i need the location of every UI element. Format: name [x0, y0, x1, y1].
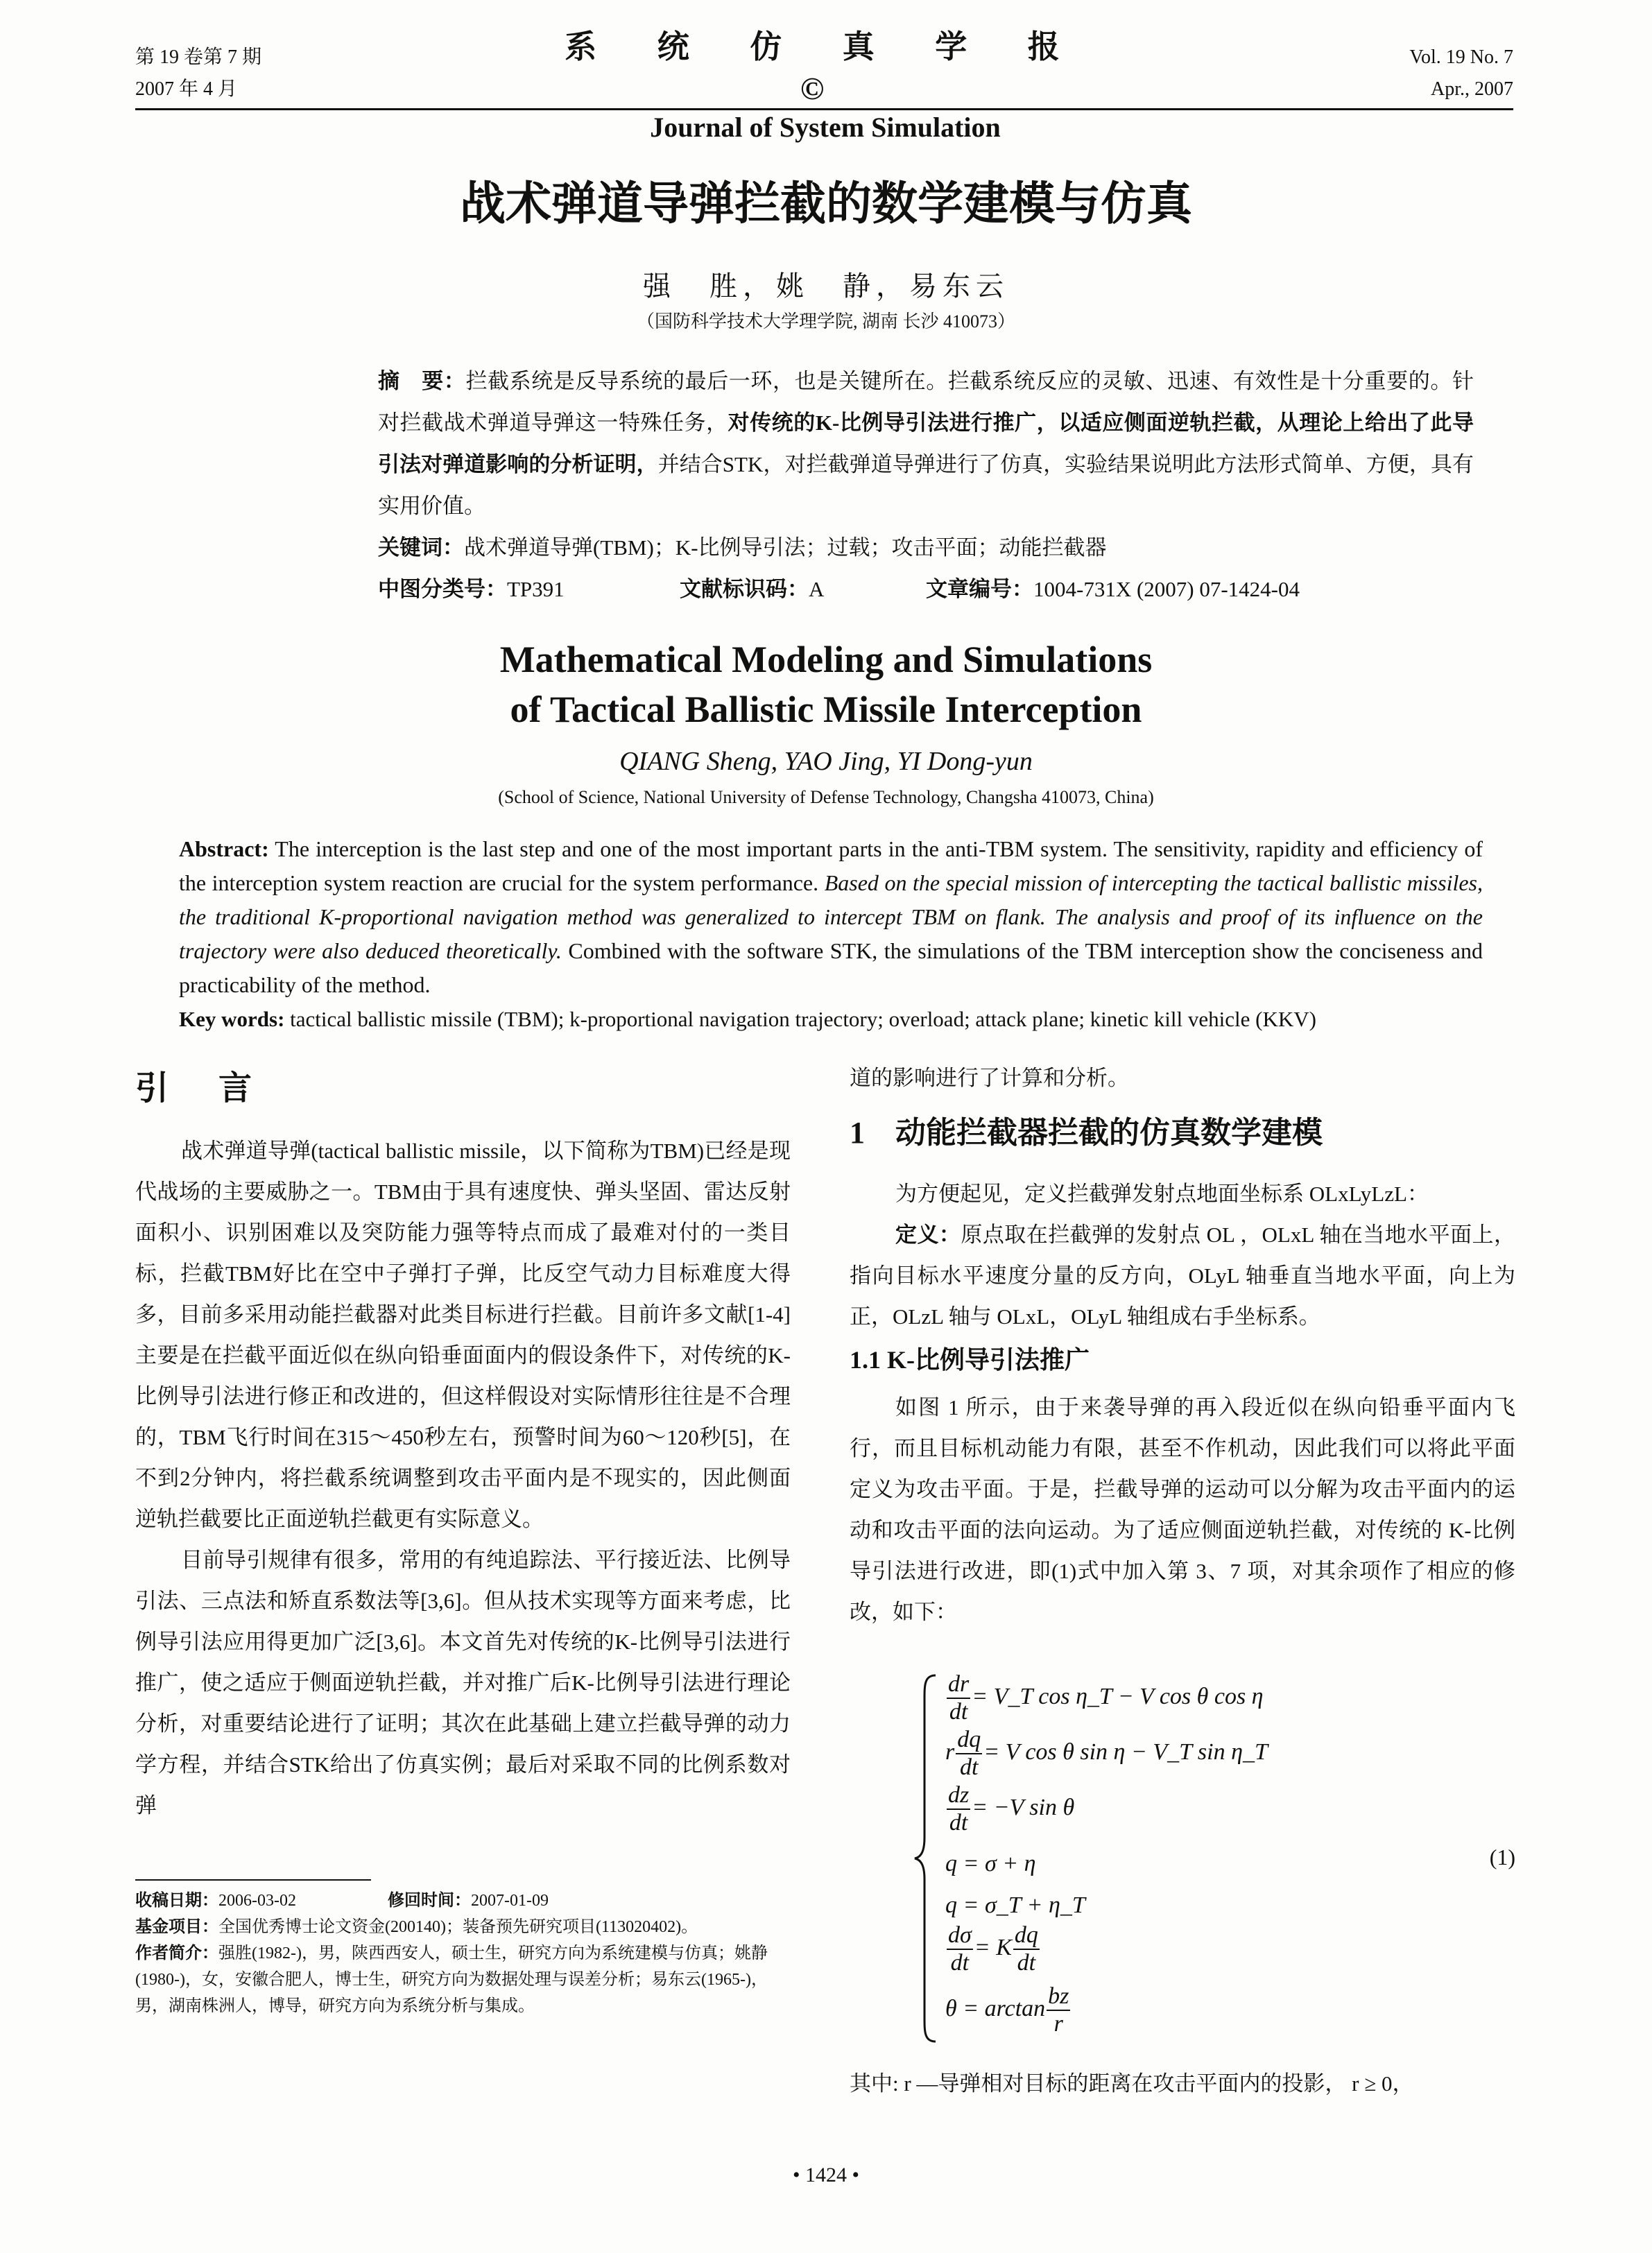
footnote-dates [135, 1888, 791, 1914]
header-date-en: Apr., 2007 [1431, 78, 1513, 100]
fraction-denominator: dt [949, 1699, 968, 1725]
equation-line-1 [945, 1671, 1264, 1725]
fraction [1047, 1983, 1070, 2037]
affiliation-en: (School of Science, National University of Defense Technology, Changsha 410073, China) [498, 787, 1154, 807]
equation-line-5: q = σ_T + η_T [945, 1892, 1085, 1918]
abstract-en-text-italic: Based on the special mission of intercepting the tactical ballistic missiles, the traditional K-proportional navigation method was generalized to intercept TBM on flank. The analysis and proof of its influence on the trajectory were also deduced theoretically. [179, 870, 1483, 963]
keywords-en-label: Key words: [179, 1007, 285, 1031]
footnote-funding [135, 1914, 791, 1940]
left-column [135, 1061, 791, 1826]
abstract-zh-text-b: 并结合STK，对拦截弹道导弹进行了仿真，实验结果说明此方法形式简单、方便，具有实用价值。 [378, 452, 1474, 518]
intro-paragraph-2: 目前导引规律有很多，常用的有纯追踪法、平行接近法、比例导引法、三点法和矫直系数法等[3,6]。但从技术实现等方面来考虑，比例导引法应用得更加广泛[3,6]。本文首先对传统的K-比例导引法进行推广，使之适应于侧面逆轨拦截，并对推广后K-比例导引法进行理论分析，对重要结论进行了证明；其次在此基础上建立拦截导弹的动力学方程，并结合STK给出了仿真实例；最后对采取不同的比例系数对弹 [135, 1548, 791, 1818]
section-1-heading: 1 动能拦截器拦截的仿真数学建模 [850, 1116, 1323, 1150]
definition-label: 定义： [895, 1223, 961, 1247]
abstract-zh-text-a: 拦截系统是反导系统的最后一环，也是关键所在。拦截系统反应的灵敏、迅速、有效性是十分重要的。针对拦截战术弹道导弹这一特殊任务， [378, 369, 1474, 435]
section-1-paragraph-1: 为方便起见，定义拦截弹发射点地面坐标系 OLxLyLzL： [895, 1182, 1429, 1206]
authors-en: QIANG Sheng, YAO Jing, YI Dong-yun [619, 747, 1033, 776]
funding-text: 全国优秀博士论文资金(200140)；装备预先研究项目(113020402)。 [218, 1918, 698, 1936]
funding-label: 基金项目： [135, 1918, 218, 1936]
equation-line-3 [945, 1782, 1074, 1836]
equation-lhs: θ = arctan [945, 1995, 1046, 2021]
equation-line-7 [945, 1983, 1072, 2037]
header-date-zh: 2007 年 4 月 [135, 78, 238, 100]
doc-value: A [809, 577, 825, 601]
journal-name-en: Journal of System Simulation [650, 112, 1001, 143]
page-number: • 1424 • [792, 2164, 859, 2186]
journal-name-zh: 系 统 仿 真 学 报© [565, 29, 1086, 106]
art-label: 文章编号： [926, 577, 1033, 601]
abstract-en [179, 832, 1483, 1002]
fraction-numerator: dq [1013, 1922, 1040, 1950]
paper-title-en [0, 635, 1652, 734]
abstract-en-label: Abstract: [179, 836, 269, 861]
fraction-numerator: bz [1047, 1983, 1070, 2011]
fraction-denominator: dt [950, 1950, 970, 1976]
header-volume-zh [135, 42, 261, 105]
clc-value: TP391 [507, 577, 565, 601]
definition-paragraph [850, 1214, 1515, 1337]
bio-label: 作者简介： [135, 1944, 218, 1962]
document-code [680, 569, 824, 610]
keywords-en-text: tactical ballistic missile (TBM); k-proportional navigation trajectory; overload; attack plane; kinetic kill vehicle (KKV) [284, 1007, 1316, 1031]
doc-label: 文献标识码： [680, 577, 809, 601]
footnote-rule [135, 1879, 371, 1881]
abstract-en-text-b: Combined with the software STK, the simulations of the TBM interception show the conciseness and practicability of the method. [179, 938, 1483, 997]
equation-prefix: r [945, 1738, 955, 1765]
fraction-numerator: dz [947, 1782, 970, 1810]
revised-label: 修回时间： [387, 1892, 471, 1910]
variable-definition: 其中: r —导弹相对目标的距离在攻击平面内的投影， r ≥ 0， [850, 2071, 1414, 2096]
definition-text: 原点取在拦截弹的发射点 OL ，OLxL 轴在当地水平面上，指向目标水平速度分量的反方向，OLyL 轴垂直当地水平面，向上为正，OLzL 轴与 OLxL，OLyL 轴组成右手坐标系。 [850, 1223, 1516, 1329]
header-journal [548, 26, 1103, 146]
article-number [926, 569, 1300, 610]
fraction-denominator: dt [949, 1810, 968, 1836]
fraction [947, 1671, 970, 1725]
fraction-numerator: dq [956, 1727, 982, 1754]
equation-mid: = K [974, 1934, 1012, 1960]
header-volume-en [1409, 42, 1513, 105]
intro-continuation: 道的影响进行了计算和分析。 [850, 1066, 1129, 1090]
title-en-line2: of Tactical Ballistic Missile Interception [510, 689, 1142, 730]
equation-line-2 [945, 1727, 1268, 1781]
equation-number: (1) [1489, 1845, 1515, 1870]
affiliation-zh: （国防科学技术大学理学院, 湖南 长沙 410073） [636, 311, 1015, 331]
fraction [947, 1922, 973, 1976]
clc-number [378, 569, 565, 610]
title-en-line1: Mathematical Modeling and Simulations [499, 639, 1153, 680]
right-column [850, 1058, 1515, 1632]
equation-line-4: q = σ + η [945, 1851, 1036, 1876]
section-1-1-heading: 1.1 K-比例导引法推广 [850, 1346, 1090, 1374]
equation-line-6 [945, 1922, 1041, 1976]
authors-zh: 强 胜，姚 静，易东云 [643, 270, 1009, 302]
paper-title-zh: 战术弹道导弹拦截的数学建模与仿真 [460, 179, 1192, 230]
equation-rhs: = V_T cos η_T − V cos θ cos η [972, 1683, 1264, 1709]
header-rule [135, 108, 1513, 110]
intro-heading: 引 言 [135, 1070, 273, 1107]
section-1-1-paragraph: 如图 1 所示，由于来袭导弹的再入段近似在纵向铅垂平面内飞行，而且目标机动能力有限，甚至不作机动，因此我们可以将此平面定义为攻击平面。于是，拦截导弹的运动可以分解为攻击平面内的运动和攻击平面的法向运动。为了适应侧面逆轨拦截，对传统的 K-比例导引法进行改进，即(1)式中加入第 3、7 项，对其余项作了相应的修改，如下： [850, 1395, 1515, 1624]
abstract-en-text-a: The interception is the last step and one of the most important parts in the anti-TBM system. The sensitivity, rapidity and efficiency of the interception system reaction are crucial for the system performance. [179, 836, 1483, 895]
received-label: 收稿日期： [135, 1892, 218, 1910]
equation-rhs: = V cos θ sin η − V_T sin η_T [983, 1738, 1268, 1765]
revised-date: 2007-01-09 [470, 1892, 549, 1910]
equation-system-1 [912, 1671, 1515, 2046]
footnotes [135, 1888, 791, 2019]
abstract-zh-label: 摘 要： [378, 369, 466, 393]
header-vol-zh: 第 19 卷第 7 期 [135, 46, 262, 68]
fraction-denominator: dt [1017, 1950, 1036, 1976]
abstract-zh [378, 361, 1474, 527]
fraction-denominator: dt [960, 1754, 979, 1780]
received-date: 2006-03-02 [218, 1892, 296, 1910]
equation-rhs: = −V sin θ [972, 1794, 1075, 1820]
keywords-zh-label: 关键词： [378, 535, 464, 560]
fraction-numerator: dr [947, 1671, 970, 1699]
header-vol-en: Vol. 19 No. 7 [1409, 46, 1513, 68]
bio-text: 强胜(1982-)，男，陕西西安人，硕士生，研究方向为系统建模与仿真；姚静(1980-)，女，安徽合肥人，博士生，研究方向为数据处理与误差分析；易东云(1965-)，男，湖南株洲人，博导，研究方向为系统分析与集成。 [135, 1944, 768, 2015]
fraction-numerator: dσ [947, 1922, 973, 1950]
fraction [1013, 1922, 1040, 1976]
keywords-en [179, 1002, 1483, 1036]
fraction [956, 1727, 982, 1781]
footnote-bio [135, 1940, 791, 2019]
abstract-zh-text-bold: 对传统的K-比例导引法进行推广，以适应侧面逆轨拦截，从理论上给出了此导引法对弹道影响的分析证明， [378, 411, 1474, 476]
fraction [947, 1782, 970, 1836]
clc-label: 中图分类号： [378, 577, 507, 601]
keywords-zh [378, 527, 1474, 569]
fraction-denominator: r [1053, 2011, 1063, 2037]
keywords-zh-text: 战术弹道导弹(TBM)；K-比例导引法；过载；攻击平面；动能拦截器 [464, 535, 1107, 560]
left-brace-icon [912, 1671, 940, 2046]
art-value: 1004-731X (2007) 07-1424-04 [1033, 577, 1300, 601]
intro-paragraph-1: 战术弹道导弹(tactical ballistic missile，以下简称为TBM)已经是现代战场的主要威胁之一。TBM由于具有速度快、弹头坚固、雷达反射面积小、识别困难以及突防能力强等特点而成了最难对付的一类目标，拦截TBM好比在空中子弹打子弹，比反空气动力目标难度大得多，目前多采用动能拦截器对此类目标进行拦截。目前许多文献[1-4]主要是在拦截平面近似在纵向铅垂面面内的假设条件下，对传统的K-比例导引法进行修正和改进的，但这样假设对实际情形往往是不合理的，TBM飞行时间在315～450秒左右，预警时间为60～120秒[5]，在不到2分钟内，将拦截系统调整到攻击平面内是不现实的，因此侧面逆轨拦截要比正面逆轨拦截更有实际意义。 [135, 1139, 791, 1531]
